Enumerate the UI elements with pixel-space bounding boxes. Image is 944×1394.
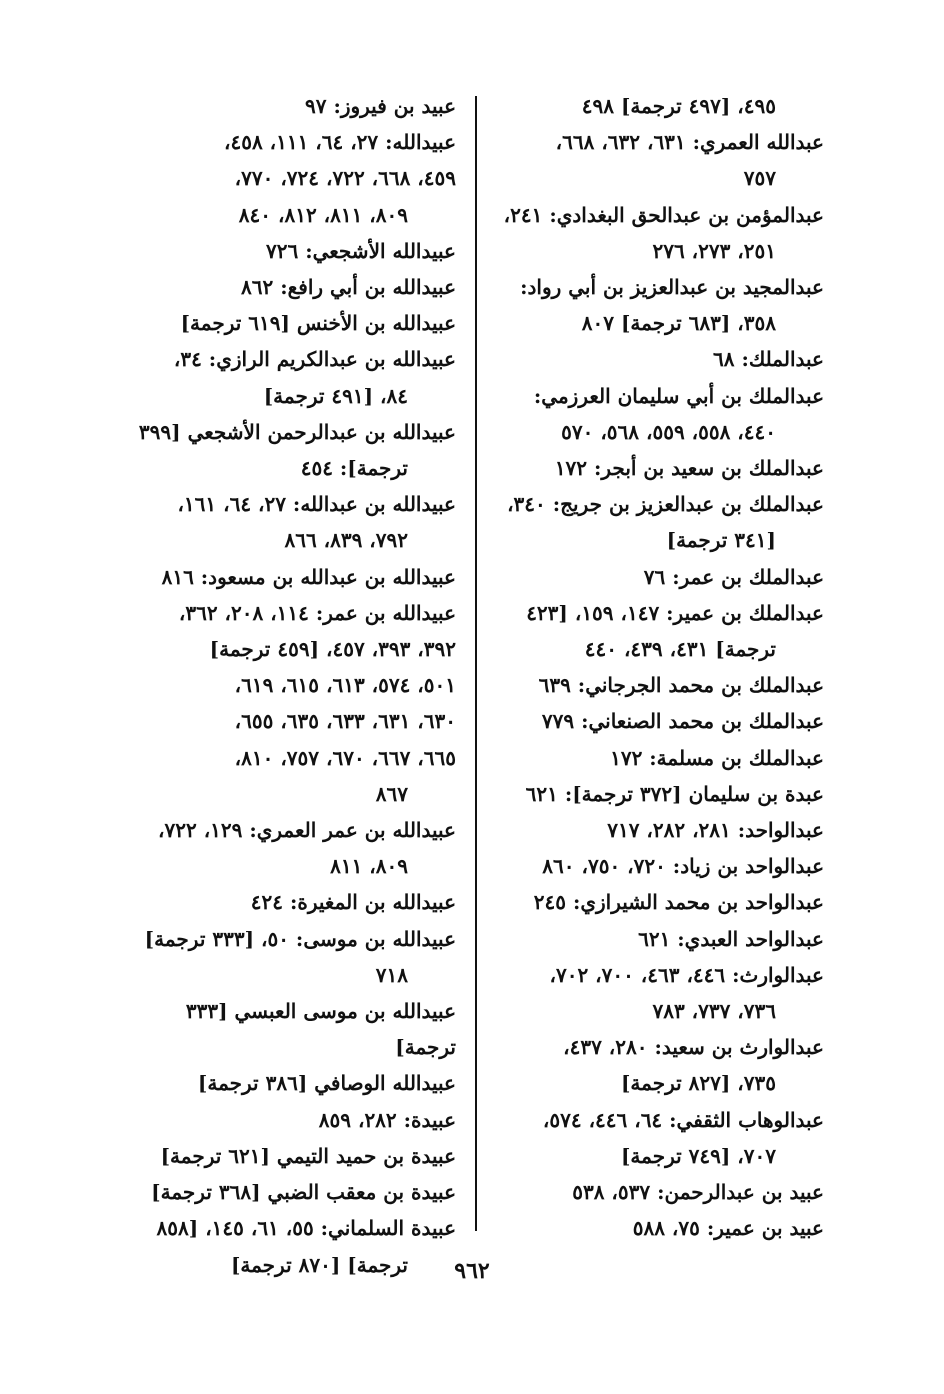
entry-text: عبيدالله بن موسى العبسي [٣٣٣ ترجمة] xyxy=(185,999,456,1060)
index-entry xyxy=(128,197,456,233)
index-entry xyxy=(128,921,456,993)
index-entry xyxy=(128,631,456,667)
index-entry xyxy=(498,124,824,196)
index-entry xyxy=(128,269,456,305)
index-entry xyxy=(128,486,456,558)
entry-text: عبدالوارث: ٤٤٦، ٤٦٣، ٧٠٠، ٧٠٢، xyxy=(549,962,824,987)
entry-text: عبيد بن فيروز: ٩٧ xyxy=(305,94,456,118)
index-entry xyxy=(498,884,824,920)
entry-text: عبيدالله بن موسى: ٥٠، [٣٣٣ ترجمة] xyxy=(144,926,456,951)
entry-continuation: ٧٣٦، ٧٣٧، ٧٨٣ xyxy=(652,999,776,1024)
entry-text: عبيدة بن معقب الضبي [٣٦٨ ترجمة] xyxy=(151,1180,456,1205)
entry-text: عبدالملك بن عمير: ١٤٧، ١٥٩، [٤٢٣ xyxy=(526,600,824,625)
index-entry xyxy=(128,1210,456,1282)
index-entry xyxy=(128,1065,456,1101)
entry-continuation: ٧٠٧، [٧٤٩ ترجمة] xyxy=(620,1143,776,1168)
entry-text: عبيدة السلماني: ٥٥، ٦١، ١٤٥، [٨٥٨ xyxy=(156,1216,456,1241)
entry-text: عبدالمجيد بن عبدالعزيز بن أبي رواد: xyxy=(520,275,824,300)
index-entry xyxy=(498,848,824,884)
entry-continuation: ٤٩٥، [٤٩٧ ترجمة] ٤٩٨ xyxy=(581,94,776,118)
column-divider xyxy=(475,96,477,1231)
index-entry xyxy=(498,1102,824,1174)
index-entry xyxy=(498,957,824,1029)
index-entry xyxy=(498,812,824,848)
index-entry xyxy=(128,1102,456,1138)
entry-text: عبدالملك بن أبي سليمان العرزمي: xyxy=(533,383,824,408)
index-entry xyxy=(498,921,824,957)
index-entry xyxy=(128,414,456,486)
index-entry xyxy=(128,233,456,269)
entry-text: عبيدالله بن عمر: ١١٤، ٢٠٨، ٣٦٢، xyxy=(178,600,456,625)
index-entry xyxy=(128,88,456,124)
entry-text: عبدالواحد بن زياد: ٧٢٠، ٧٥٠، ٨٦٠ xyxy=(542,854,824,879)
index-entry xyxy=(498,378,824,450)
entry-text: عبدالله العمري: ٦٣١، ٦٣٢، ٦٦٨، xyxy=(555,130,824,155)
index-entry xyxy=(498,1210,824,1246)
index-entry xyxy=(128,993,456,1065)
index-entry xyxy=(128,124,456,160)
entry-text: عبدالوارث بن سعيد: ٢٨٠، ٤٣٧، xyxy=(563,1035,824,1060)
index-entry xyxy=(128,812,456,884)
entry-text: عبدالملك بن مسلمة: ١٧٢ xyxy=(610,745,824,770)
index-entry xyxy=(498,1029,824,1101)
entry-text: عبدالوهاب الثقفي: ٦٤، ٤٤٦، ٥٧٤، xyxy=(542,1107,824,1132)
index-entry xyxy=(498,595,824,667)
entry-text: ٥٠١، ٥٧٤، ٦١٣، ٦١٥، ٦١٩، xyxy=(234,673,456,698)
index-entry xyxy=(128,559,456,595)
index-entry xyxy=(498,667,824,703)
entry-text: عبدالمؤمن بن عبدالحق البغدادي: ٢٤١، xyxy=(503,202,824,227)
index-entry xyxy=(128,595,456,631)
entry-continuation: ٧٥٧ xyxy=(743,166,776,191)
entry-text: عبيدالله بن أبي رافع: ٨٦٢ xyxy=(241,275,456,300)
entry-text: ٦٣٠، ٦٣١، ٦٣٣، ٦٣٥، ٦٥٥، xyxy=(234,709,456,734)
index-entry xyxy=(128,884,456,920)
index-entry xyxy=(498,1174,824,1210)
index-column-left xyxy=(128,88,456,1283)
entry-text: ٣٩٢، ٣٩٣، ٤٥٧، [٤٥٩ ترجمة] xyxy=(209,637,456,662)
entry-text: عبدالواحد: ٢٨١، ٢٨٢، ٧١٧ xyxy=(607,818,824,843)
entry-text: عبيد بن عمير: ٧٥، ٥٨٨ xyxy=(632,1216,824,1241)
entry-continuation: ٧١٨ xyxy=(375,962,408,987)
index-entry xyxy=(498,703,824,739)
entry-continuation: ٧٩٢، ٨٣٩، ٨٦٦ xyxy=(284,528,408,553)
index-entry xyxy=(498,88,824,124)
entry-text: عبدة بن سليمان [٣٧٢ ترجمة]: ٦٢١ xyxy=(525,781,824,806)
entry-text: عبدالواحد بن محمد الشيرازي: ٢٤٥ xyxy=(533,890,824,915)
entry-text: ٦٦٥، ٦٦٧، ٦٧٠، ٧٥٧، ٨١٠، xyxy=(234,745,456,770)
index-entry xyxy=(128,667,456,703)
index-entry xyxy=(498,341,824,377)
entry-text: ٤٥٩، ٦٦٨، ٧٢٢، ٧٢٤، ٧٧٠، xyxy=(234,166,456,191)
entry-text: عبدالملك بن محمد الصنعاني: ٧٧٩ xyxy=(541,709,824,734)
entry-text: عبدالملك بن محمد الجرجاني: ٦٣٩ xyxy=(538,673,824,698)
entry-text: عبيد بن عبدالرحمن: ٥٣٧، ٥٣٨ xyxy=(572,1180,824,1205)
entry-continuation: [٣٤١ ترجمة] xyxy=(666,528,776,553)
entry-text: عبدالملك: ٦٨ xyxy=(713,347,824,372)
entry-continuation: ٨٠٩، ٨١١، ٨١٢، ٨٤٠ xyxy=(238,202,408,227)
entry-continuation: ٢٥١، ٢٧٣، ٢٧٦ xyxy=(652,238,776,263)
entry-text: عبدالملك بن سعيد بن أبجر: ١٧٢ xyxy=(554,456,824,481)
page-number: ٩٦٢ xyxy=(454,1258,490,1284)
entry-text: عبدالملك بن عبدالعزيز بن جريج: ٣٤٠، xyxy=(507,492,824,517)
entry-text: عبيدالله بن المغيرة: ٤٢٤ xyxy=(250,890,456,915)
entry-continuation: ٨٤، [٤٩١ ترجمة] xyxy=(263,383,408,408)
entry-text: عبيدالله بن عبدالرحمن الأشجعي [٣٩٩ xyxy=(138,419,456,444)
index-entry xyxy=(128,341,456,413)
index-entry xyxy=(498,740,824,776)
index-entry xyxy=(128,305,456,341)
index-entry xyxy=(498,486,824,558)
entry-text: عبيدالله بن عمر العمري: ١٢٩، ٧٢٢، xyxy=(158,818,456,843)
entry-continuation: ترجمة]: ٤٥٤ xyxy=(300,456,408,481)
entry-text: عبيدة: ٢٨٢، ٨٥٩ xyxy=(318,1107,456,1132)
entry-text: عبيدالله بن عبدالله: ٢٧، ٦٤، ١٦١، xyxy=(177,492,456,517)
entry-continuation: ٨٦٧ xyxy=(375,781,408,806)
index-entry xyxy=(128,1138,456,1174)
entry-text: عبيدة بن حميد التيمي [٦٢١ ترجمة] xyxy=(160,1143,456,1168)
entry-continuation: ٤٤٠، ٥٥٨، ٥٥٩، ٥٦٨، ٥٧٠ xyxy=(561,419,776,444)
entry-continuation: ٧٣٥، [٨٢٧ ترجمة] xyxy=(620,1071,776,1096)
entry-text: عبدالملك بن عمر: ٧٦ xyxy=(643,564,824,589)
entry-continuation: ٣٥٨، [٦٨٣ ترجمة] ٨٠٧ xyxy=(581,311,776,336)
index-entry xyxy=(128,1174,456,1210)
index-entry xyxy=(498,269,824,341)
entry-text: عبيدالله: ٢٧، ٦٤، ١١١، ٤٥٨، xyxy=(223,130,456,155)
index-column-right xyxy=(498,88,824,1247)
index-entry xyxy=(128,703,456,739)
entry-text: عبيدالله الوصافي [٣٨٦ ترجمة] xyxy=(197,1071,456,1096)
index-entry xyxy=(498,450,824,486)
entry-continuation: ٨٠٩، ٨١١ xyxy=(330,854,408,879)
entry-continuation: ترجمة] ٤٣١، ٤٣٩، ٤٤٠ xyxy=(584,637,776,662)
index-entry xyxy=(128,160,456,196)
index-entry xyxy=(498,559,824,595)
entry-text: عبيدالله بن عبدالله بن مسعود: ٨١٦ xyxy=(161,564,456,589)
index-entry xyxy=(128,740,456,812)
entry-text: عبيدالله الأشجعي: ٧٢٦ xyxy=(266,238,456,263)
entry-text: عبيدالله بن الأخنس [٦١٩ ترجمة] xyxy=(180,311,456,336)
entry-text: عبيدالله بن عبدالكريم الرازي: ٣٤، xyxy=(173,347,456,372)
index-entry xyxy=(498,197,824,269)
entry-text: عبدالواحد العبدي: ٦٢١ xyxy=(638,926,824,951)
entry-continuation: ترجمة] [٨٧٠ ترجمة] xyxy=(230,1252,408,1277)
index-entry xyxy=(498,776,824,812)
